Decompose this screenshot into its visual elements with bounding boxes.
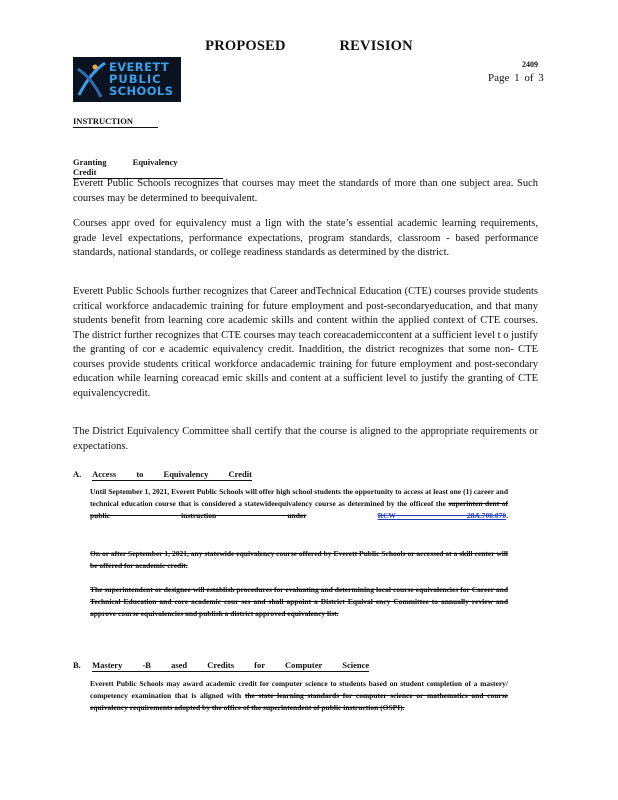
section-b-heading	[73, 660, 369, 672]
paragraph-1: Everett Public Schools recognizes that courses may meet the standards of more than one subject area. Such courses may be determined to beequivalent.	[73, 178, 538, 204]
section-a-p1-end: .	[506, 511, 508, 521]
paragraph-3: Everett Public Schools further recognizes that Career andTechnical Education (CTE) courses provide students critical workforce andacademic training for future employment and post-secondaryeducation, and that many students benefit from learning core academic skills and content within the applied context of CTE courses. The district further recognizes that CTE courses may teach coreacademiccontent at a sufficient level t o justify the granting of cor e academic equivalency credit. Inaddition, the district recognizes that some non- CTE courses provide students critical workforce andacademic training for future employment and post-secondary education while learning coreacad emic skills and content at a sufficient level to justify the granting of CTE equivalencycredit.	[73, 286, 538, 399]
logo-line-3: SCHOOLS	[109, 84, 174, 98]
paragraph-4: The District Equivalency Committee shall certify that the course is aligned to the appropriate requirements or expectations.	[73, 426, 538, 452]
section-tag: INSTRUCTION	[73, 116, 158, 128]
section-a-letter: A.	[73, 469, 82, 479]
section-a-paragraph-1	[90, 486, 508, 523]
section-a-paragraph-2: On or after September 1, 2021, any statewide equivalency course offered by Everett Public Schools or accessed at a skill center will be offered for academic credit.	[90, 549, 508, 571]
section-a-paragraph-3: The superintendent or designee will establish procedures for evaluating and determining local course equivalencies for Career and Technical Education and core academic cour ses and shall appoint a District Equival ency Committee to annually review and approve course equivalencies and publish a district approved equivalency list.	[90, 585, 508, 619]
rcw-link[interactable]: RCW 28A.700.070	[377, 511, 507, 521]
paragraph-2: Courses appr oved for equivalency must a lign with the state’s essential academic learning requirements, grade level expectations, performance expectations, program standards, classroom - based performance standards, national standards, or college readiness standards as determined by the district.	[73, 218, 538, 258]
section-b-p1-struck: the state learning standards for computer science or mathematics and course equivalency requirements adopted by the office of the superintendent of public instruction (OSPI).	[90, 691, 509, 713]
section-a-p1-text: Until September 1, 2021, Everett Public Schools will offer high school students the opportunity to access at least one (1) career and technical education course that is considered a statewideequivalency course as determined by the officeof the	[90, 487, 508, 509]
page-number: Page 1 of 3	[488, 72, 544, 84]
section-b-letter: B.	[73, 660, 81, 670]
policy-heading: Granting Equivalency Credit	[73, 157, 223, 179]
logo-line-2: PUBLIC	[109, 72, 162, 86]
section-b-paragraph-1	[90, 678, 508, 715]
section-a-heading	[73, 469, 252, 481]
swoosh-icon	[75, 59, 109, 99]
page-title: PROPOSED REVISION	[205, 38, 413, 54]
section-a-title: Access to Equivalency Credit	[92, 469, 252, 479]
section-a-p1-struck: superinten dent of public instruction under	[90, 499, 508, 521]
section-b-p1-plain: Everett Public Schools may award academic credit for computer science to students based on student completion of a mastery/ competency examination that is aligned with	[90, 679, 508, 701]
policy-number: 2409	[522, 60, 538, 69]
everett-public-schools-logo	[73, 57, 181, 102]
logo-line-1: EVERETT	[109, 60, 170, 74]
section-b-title: Mastery -B ased Credits for Computer Science	[92, 660, 370, 670]
